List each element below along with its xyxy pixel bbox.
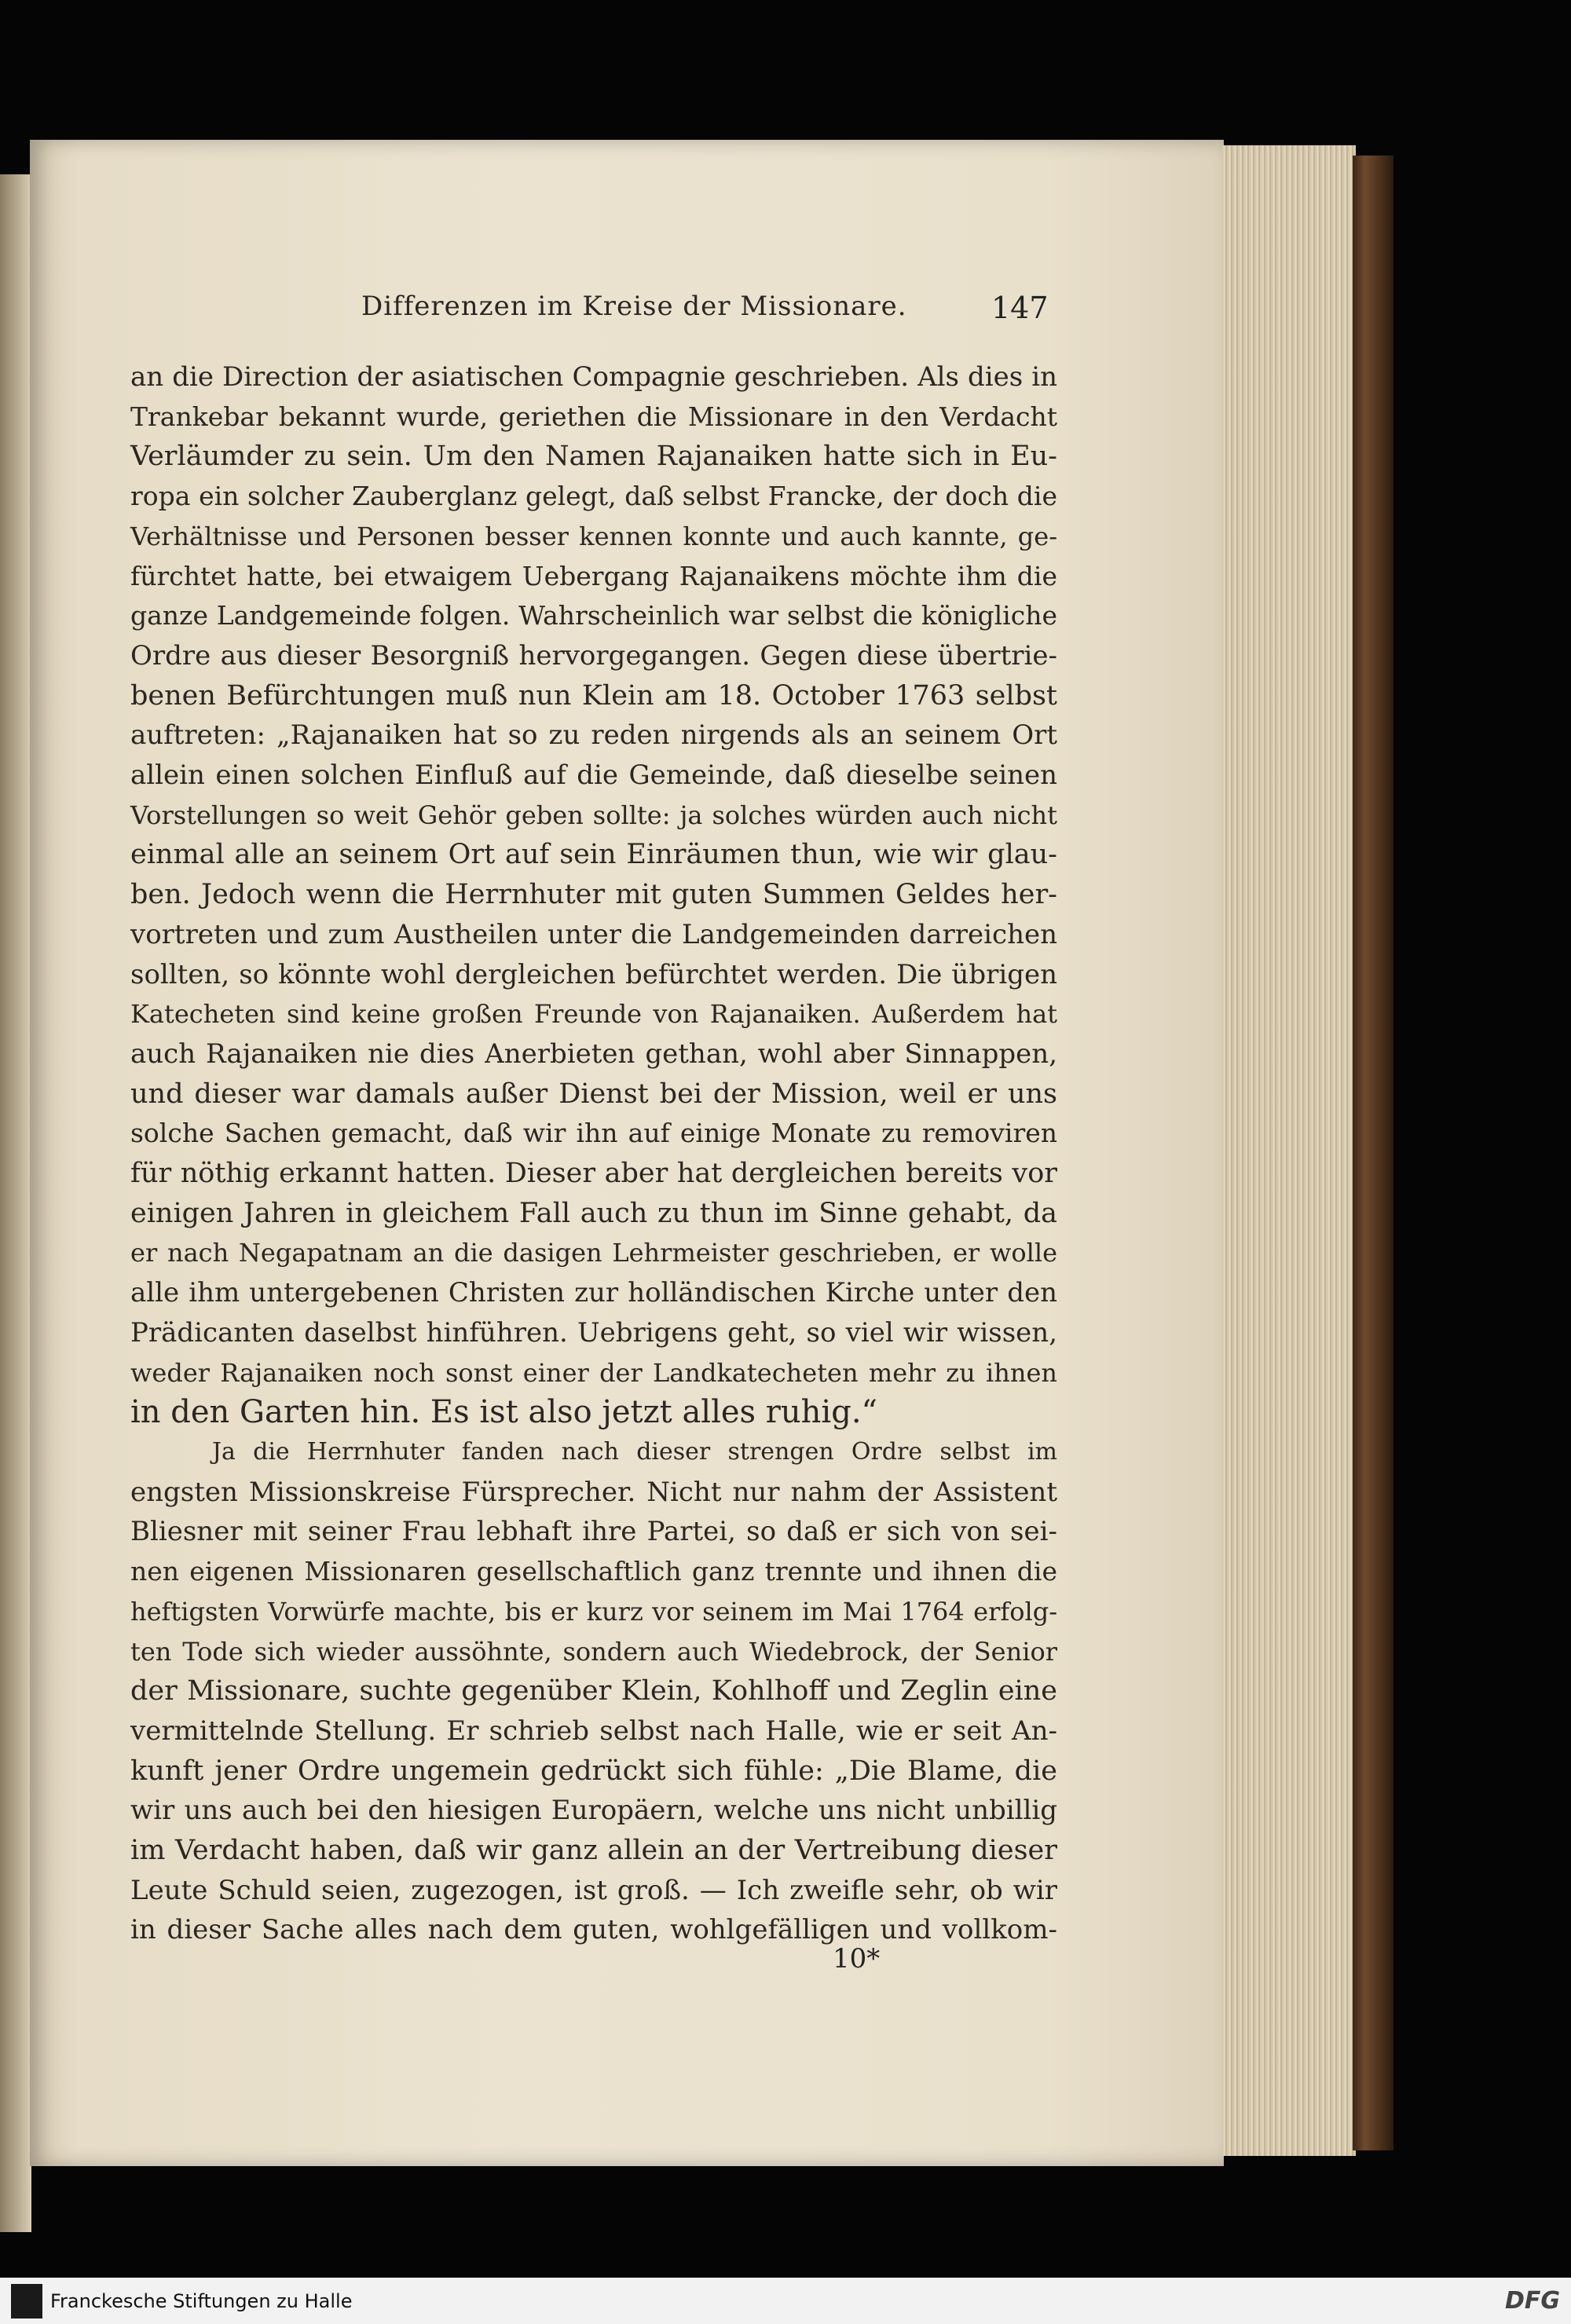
- text-line: er nach Negapatnam an die dasigen Lehrmeister geschrieben, er wolle: [130, 1238, 1057, 1268]
- text-line: in dieser Sache alles nach dem guten, wohlgefälligen und vollkom-: [130, 1914, 1057, 1946]
- text-line: ten Tode sich wieder aussöhnte, sondern auch Wiedebrock, der Senior: [130, 1636, 1057, 1667]
- text-line: Leute Schuld seien, zugezogen, ist groß. — Ich zweifle sehr, ob wir: [130, 1874, 1057, 1906]
- book-cover: [1353, 156, 1393, 2150]
- running-header: Differenzen im Kreise der Missionare.: [361, 291, 907, 322]
- text-line: sollten, so könnte wohl dergleichen befürchtet werden. Die übrigen: [130, 958, 1057, 990]
- text-line: im Verdacht haben, daß wir ganz allein an der Vertreibung dieser: [130, 1835, 1057, 1867]
- text-line: benen Befürchtungen muß nun Klein am 18. October 1763 selbst: [130, 679, 1057, 712]
- text-line: Trankebar bekannt wurde, geriethen die Missionare in den Verdacht: [130, 401, 1057, 432]
- text-line: weder Rajanaiken noch sonst einer der Landkatecheten mehr zu ihnen: [130, 1357, 1057, 1388]
- text-line: ganze Landgemeinde folgen. Wahrscheinlich war selbst die königliche: [130, 600, 1057, 631]
- text-line: ropa ein solcher Zauberglanz gelegt, daß selbst Francke, der doch die: [130, 481, 1057, 512]
- text-line: Bliesner mit seiner Frau lebhaft ihre Partei, so daß er sich von sei-: [130, 1516, 1057, 1548]
- signature-mark: 10*: [833, 1943, 881, 1974]
- text-line: Prädicanten daselbst hinführen. Uebrigens geht, so viel wir wissen,: [130, 1316, 1057, 1349]
- text-line: und dieser war damals außer Dienst bei der Mission, weil er uns: [130, 1078, 1057, 1110]
- page-edges: [1222, 145, 1356, 2156]
- institution-name: Franckesche Stiftungen zu Halle: [50, 2290, 353, 2312]
- text-line: Ja die Herrnhuter fanden nach dieser strengen Ordre selbst im: [212, 1437, 1057, 1466]
- text-line: auftreten: „Rajanaiken hat so zu reden nirgends als an seinem Ort: [130, 719, 1057, 752]
- text-line: einigen Jahren in gleichem Fall auch zu thun im Sinne gehabt, da: [130, 1197, 1057, 1229]
- text-line: der Missionare, suchte gegenüber Klein, Kohlhoff und Zeglin eine: [130, 1675, 1057, 1707]
- body-text: [130, 357, 1057, 1950]
- text-line: Verhältnisse und Personen besser kennen konnte und auch kannte, ge-: [130, 521, 1057, 551]
- facing-page-edge: [0, 174, 31, 2232]
- text-line: ben. Jedoch wenn die Herrnhuter mit guten Summen Geldes her-: [130, 879, 1057, 911]
- dfg-logo: DFG: [1504, 2287, 1560, 2315]
- text-line: in den Garten hin. Es ist also jetzt alles ruhig.“: [130, 1394, 877, 1431]
- text-line: solche Sachen gemacht, daß wir ihn auf einige Monate zu removiren: [130, 1118, 1057, 1149]
- text-line: allein einen solchen Einfluß auf die Gemeinde, daß dieselbe seinen: [130, 759, 1057, 792]
- text-line: einmal alle an seinem Ort auf sein Einräumen thun, wie wir glau-: [130, 839, 1057, 871]
- text-line: Katecheten sind keine großen Freunde von Rajanaiken. Außerdem hat: [130, 999, 1057, 1030]
- text-line: Ordre aus dieser Besorgniß hervorgegangen. Gegen diese übertrie-: [130, 639, 1057, 672]
- text-line: alle ihm untergebenen Christen zur holländischen Kirche unter den: [130, 1277, 1057, 1309]
- footer-bar: [0, 2278, 1571, 2324]
- text-line: Verläumder zu sein. Um den Namen Rajanaiken hatte sich in Eu-: [130, 441, 1057, 473]
- text-line: wir uns auch bei den hiesigen Europäern, welche uns nicht unbillig: [130, 1795, 1057, 1827]
- text-line: nen eigenen Missionaren gesellschaftlich ganz trennte und ihnen die: [130, 1556, 1057, 1587]
- text-line: engsten Missionskreise Fürsprecher. Nicht nur nahm der Assistent: [130, 1476, 1057, 1508]
- text-line: vermittelnde Stellung. Er schrieb selbst nach Halle, wie er seit An-: [130, 1715, 1057, 1747]
- page-number: 147: [991, 291, 1049, 325]
- text-line: für nöthig erkannt hatten. Dieser aber hat dergleichen bereits vor: [130, 1158, 1057, 1190]
- text-line: auch Rajanaiken nie dies Anerbieten gethan, wohl aber Sinnappen,: [130, 1038, 1057, 1070]
- text-line: an die Direction der asiatischen Compagnie geschrieben. Als dies in: [130, 361, 1057, 393]
- text-line: vortreten und zum Austheilen unter die Landgemeinden darreichen: [130, 918, 1057, 950]
- text-line: heftigsten Vorwürfe machte, bis er kurz vor seinem im Mai 1764 erfolg-: [130, 1596, 1057, 1627]
- institution-logo-icon: [11, 2284, 42, 2319]
- text-line: fürchtet hatte, bei etwaigem Uebergang Rajanaikens möchte ihm die: [130, 560, 1057, 591]
- text-line: Vorstellungen so weit Gehör geben sollte: ja solches würden auch nicht: [130, 800, 1057, 830]
- text-line: kunft jener Ordre ungemein gedrückt sich fühle: „Die Blame, die: [130, 1755, 1057, 1787]
